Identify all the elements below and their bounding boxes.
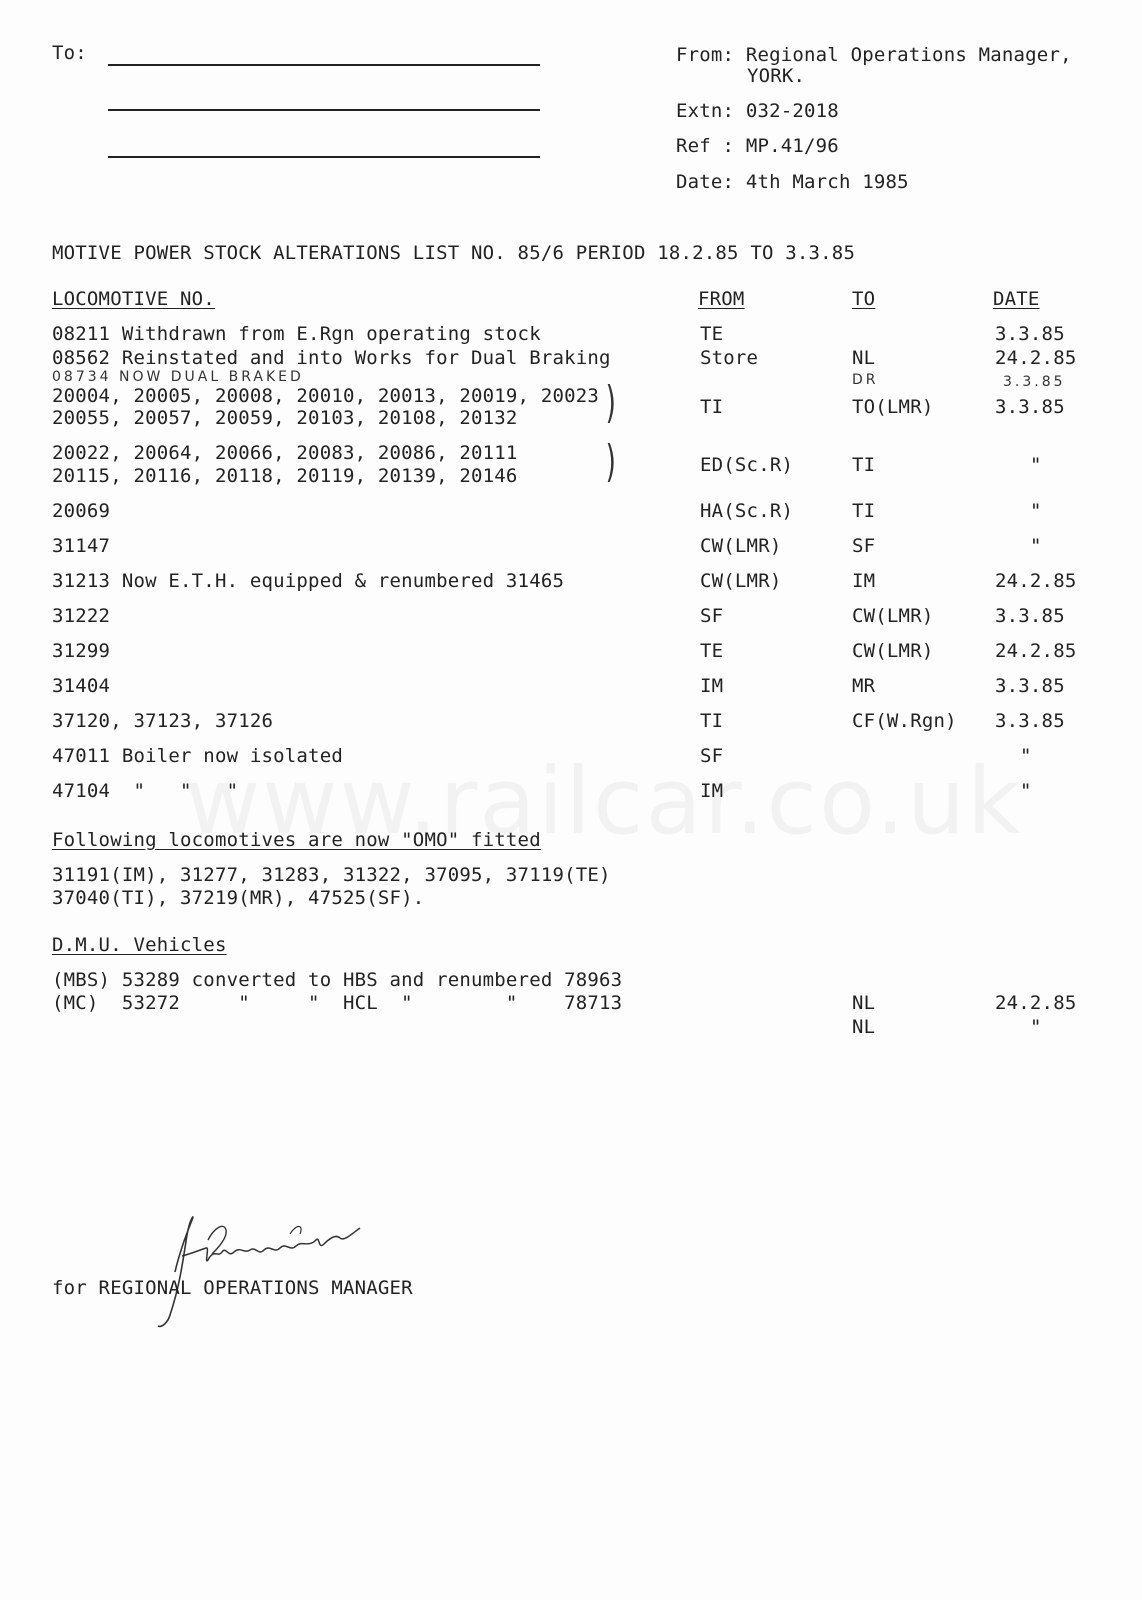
from-line-1: From: Regional Operations Manager, — [676, 44, 1072, 66]
row-from: ED(Sc.R) — [700, 454, 794, 476]
row-loco: 31213 Now E.T.H. equipped & renumbered 31465 — [52, 570, 565, 592]
row-date: " — [1020, 745, 1032, 767]
row-to: TI — [852, 454, 876, 476]
row-from: SF — [700, 745, 724, 767]
signature-line: for REGIONAL OPERATIONS MANAGER — [52, 1277, 413, 1299]
extension: Extn: 032-2018 — [676, 100, 839, 122]
row-to: SF — [852, 535, 876, 557]
row-date: " — [1030, 535, 1042, 557]
omo-line-2: 37040(TI), 37219(MR), 47525(SF). — [52, 887, 425, 909]
dmu-line-2: (MC) 53272 " " HCL " " 78713 — [52, 992, 623, 1014]
row-date: 24.2.85 — [995, 640, 1077, 662]
row-from: TE — [700, 640, 724, 662]
handwritten-signature — [140, 1210, 380, 1330]
dmu-line-1: (MBS) 53289 converted to HBS and renumbered 78963 — [52, 969, 623, 991]
row-loco: 08562 Reinstated and into Works for Dual Braking — [52, 347, 611, 369]
dmu-heading: D.M.U. Vehicles — [52, 934, 227, 956]
row-loco: 37120, 37123, 37126 — [52, 710, 274, 732]
row-loco: 31299 — [52, 640, 111, 662]
row-loco: 20022, 20064, 20066, 20083, 20086, 20111 — [52, 442, 518, 464]
memo-date: Date: 4th March 1985 — [676, 171, 909, 193]
row-loco: 31147 — [52, 535, 111, 557]
row-date: " — [1030, 454, 1042, 476]
to-line-1 — [108, 64, 540, 66]
row-loco: 20069 — [52, 500, 111, 522]
row-loco: 47011 Boiler now isolated — [52, 745, 343, 767]
row-from: IM — [700, 675, 724, 697]
dmu-to-1: NL — [852, 992, 876, 1014]
row-from: TI — [700, 396, 724, 418]
row-from: SF — [700, 605, 724, 627]
to-line-3 — [108, 156, 540, 158]
column-locomotive: LOCOMOTIVE NO. — [52, 288, 215, 310]
row-from: IM — [700, 780, 724, 802]
row-date: 3.3.85 — [995, 396, 1065, 418]
row-from: CW(LMR) — [700, 535, 782, 557]
row-loco: 31404 — [52, 675, 111, 697]
omo-line-1: 31191(IM), 31277, 31283, 31322, 37095, 37119(TE) — [52, 864, 611, 886]
row-date: 3.3.85 — [995, 675, 1065, 697]
column-from: FROM — [698, 288, 745, 310]
row-to: NL — [852, 347, 876, 369]
row-to: CF(W.Rgn) — [852, 710, 957, 732]
group-brace: ) — [603, 436, 620, 487]
group-brace: ) — [603, 377, 620, 428]
row-loco: 31222 — [52, 605, 111, 627]
from-line-2: YORK. — [747, 65, 806, 87]
row-from: TI — [700, 710, 724, 732]
row-loco: 47104 " " " — [52, 780, 239, 802]
reference: Ref : MP.41/96 — [676, 135, 839, 157]
row-from: CW(LMR) — [700, 570, 782, 592]
row-from: Store — [700, 347, 759, 369]
column-to: TO — [852, 288, 876, 310]
to-label: To: — [52, 42, 87, 64]
row-date: 24.2.85 — [995, 347, 1077, 369]
row-loco: 20004, 20005, 20008, 20010, 20013, 20019, 20023 — [52, 385, 600, 407]
row-date: " — [1030, 500, 1042, 522]
row-date: 3.3.85 — [995, 605, 1065, 627]
row-to: TO(LMR) — [852, 396, 934, 418]
row-from: HA(Sc.R) — [700, 500, 794, 522]
row-date: 3.3.85 — [995, 323, 1065, 345]
list-title: MOTIVE POWER STOCK ALTERATIONS LIST NO. 85/6 PERIOD 18.2.85 TO 3.3.85 — [52, 242, 856, 264]
column-date: DATE — [993, 288, 1040, 310]
row-date: 3.3.85 — [995, 710, 1065, 732]
row-to: MR — [852, 675, 876, 697]
row-loco-continued: 20055, 20057, 20059, 20103, 20108, 20132 — [52, 407, 518, 429]
row-to: TI — [852, 500, 876, 522]
row-to: CW(LMR) — [852, 605, 934, 627]
dmu-to-2: NL — [852, 1016, 876, 1038]
row-to-handwritten: DR — [852, 372, 879, 388]
to-line-2 — [108, 109, 540, 111]
dmu-date-1: 24.2.85 — [995, 992, 1077, 1014]
dmu-date-2: " — [1030, 1016, 1042, 1038]
omo-heading: Following locomotives are now "OMO" fitted — [52, 829, 541, 851]
row-loco-continued: 20115, 20116, 20118, 20119, 20139, 20146 — [52, 465, 518, 487]
row-date-handwritten: 3.3.85 — [1003, 374, 1066, 390]
row-loco-handwritten: 08734 NOW DUAL BRAKED — [52, 369, 304, 385]
row-date: " — [1020, 780, 1032, 802]
row-to: CW(LMR) — [852, 640, 934, 662]
row-date: 24.2.85 — [995, 570, 1077, 592]
row-to: IM — [852, 570, 876, 592]
row-from: TE — [700, 323, 724, 345]
row-loco: 08211 Withdrawn from E.Rgn operating stock — [52, 323, 541, 345]
